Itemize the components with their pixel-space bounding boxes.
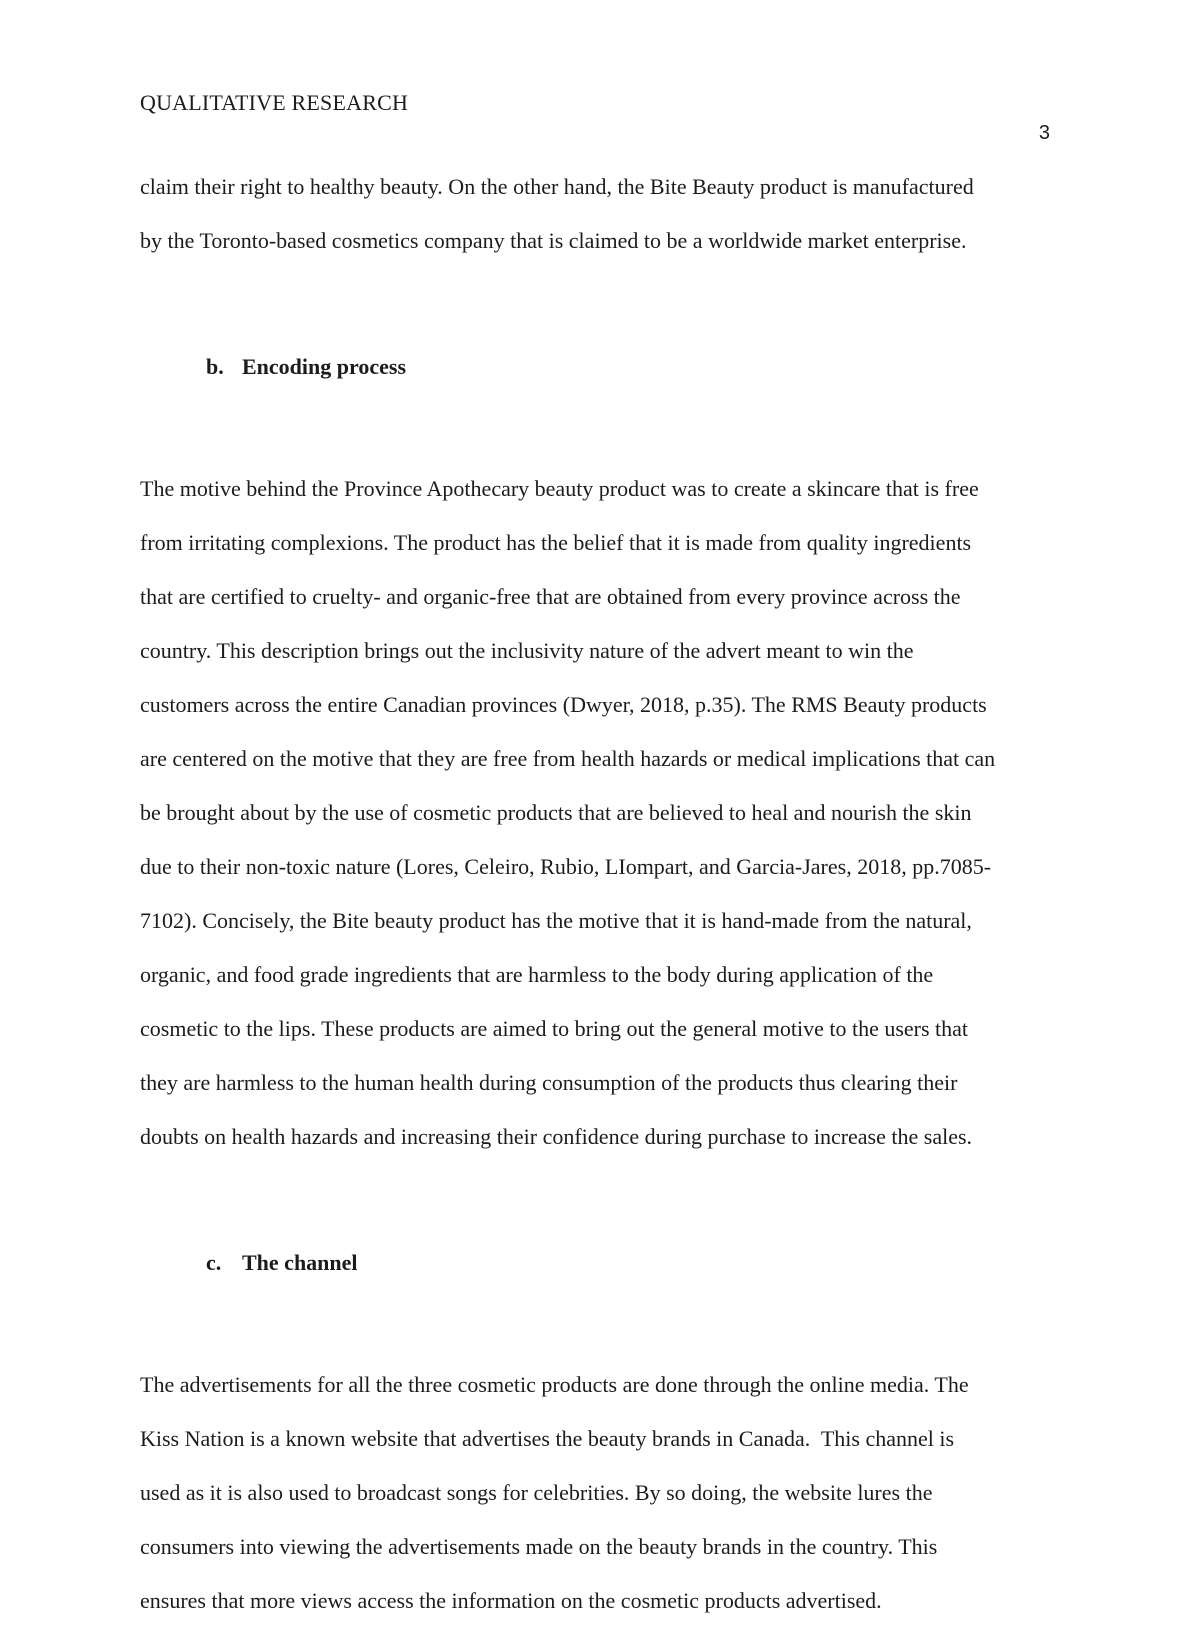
text-line: organic, and food grade ingredients that are harmless to the body during application of the bbox=[140, 962, 934, 987]
text-line: used as it is also used to broadcast songs for celebrities. By so doing, the website lures the bbox=[140, 1480, 933, 1505]
text-line: The motive behind the Province Apothecary beauty product was to create a skincare that is free bbox=[140, 476, 979, 501]
text-line: be brought about by the use of cosmetic products that are believed to heal and nourish the skin bbox=[140, 800, 972, 825]
heading-number: c. bbox=[206, 1250, 222, 1275]
heading-label: Encoding process bbox=[242, 354, 407, 379]
paragraph-the-channel bbox=[140, 1358, 1100, 1628]
text-line: consumers into viewing the advertisements made on the beauty brands in the country. This bbox=[140, 1534, 938, 1559]
heading-label: The channel bbox=[242, 1250, 358, 1275]
paragraph-encoding-process bbox=[140, 462, 1100, 1164]
text-line: doubts on health hazards and increasing their confidence during purchase to increase the sales. bbox=[140, 1124, 973, 1149]
text-line: country. This description brings out the inclusivity nature of the advert meant to win the bbox=[140, 638, 914, 663]
text-line: are centered on the motive that they are free from health hazards or medical implications that can bbox=[140, 746, 996, 771]
text-line: from irritating complexions. The product has the belief that it is made from quality ingredients bbox=[140, 530, 972, 555]
heading-the-channel bbox=[140, 1182, 1100, 1344]
text-line: they are harmless to the human health during consumption of the products thus clearing their bbox=[140, 1070, 958, 1095]
page-number: 3 bbox=[1038, 122, 1050, 144]
text-line: Kiss Nation is a known website that advertises the beauty brands in Canada. This channel is bbox=[140, 1426, 955, 1451]
text-line: ensures that more views access the information on the cosmetic products advertised. bbox=[140, 1588, 882, 1613]
text-line: claim their right to healthy beauty. On the other hand, the Bite Beauty product is manufactured bbox=[140, 174, 974, 199]
text-line: that are certified to cruelty- and organic-free that are obtained from every province across the bbox=[140, 584, 961, 609]
text-line: cosmetic to the lips. These products are aimed to bring out the general motive to the users that bbox=[140, 1016, 969, 1041]
paragraph-intro-continuation bbox=[140, 160, 1100, 268]
running-head: QUALITATIVE RESEARCH bbox=[140, 90, 409, 115]
text-line: customers across the entire Canadian provinces (Dwyer, 2018, p.35). The RMS Beauty products bbox=[140, 692, 987, 717]
text-line: 7102). Concisely, the Bite beauty product has the motive that it is hand-made from the natural, bbox=[140, 908, 972, 933]
heading-number: b. bbox=[206, 354, 224, 379]
text-line: by the Toronto-based cosmetics company that is claimed to be a worldwide market enterprise. bbox=[140, 228, 967, 253]
document-body bbox=[140, 160, 1100, 1628]
text-line: The advertisements for all the three cosmetic products are done through the online media. The bbox=[140, 1372, 969, 1397]
text-line: due to their non-toxic nature (Lores, Celeiro, Rubio, LIompart, and Garcia-Jares, 2018, pp.7085- bbox=[140, 854, 992, 879]
heading-encoding-process bbox=[140, 286, 1100, 448]
